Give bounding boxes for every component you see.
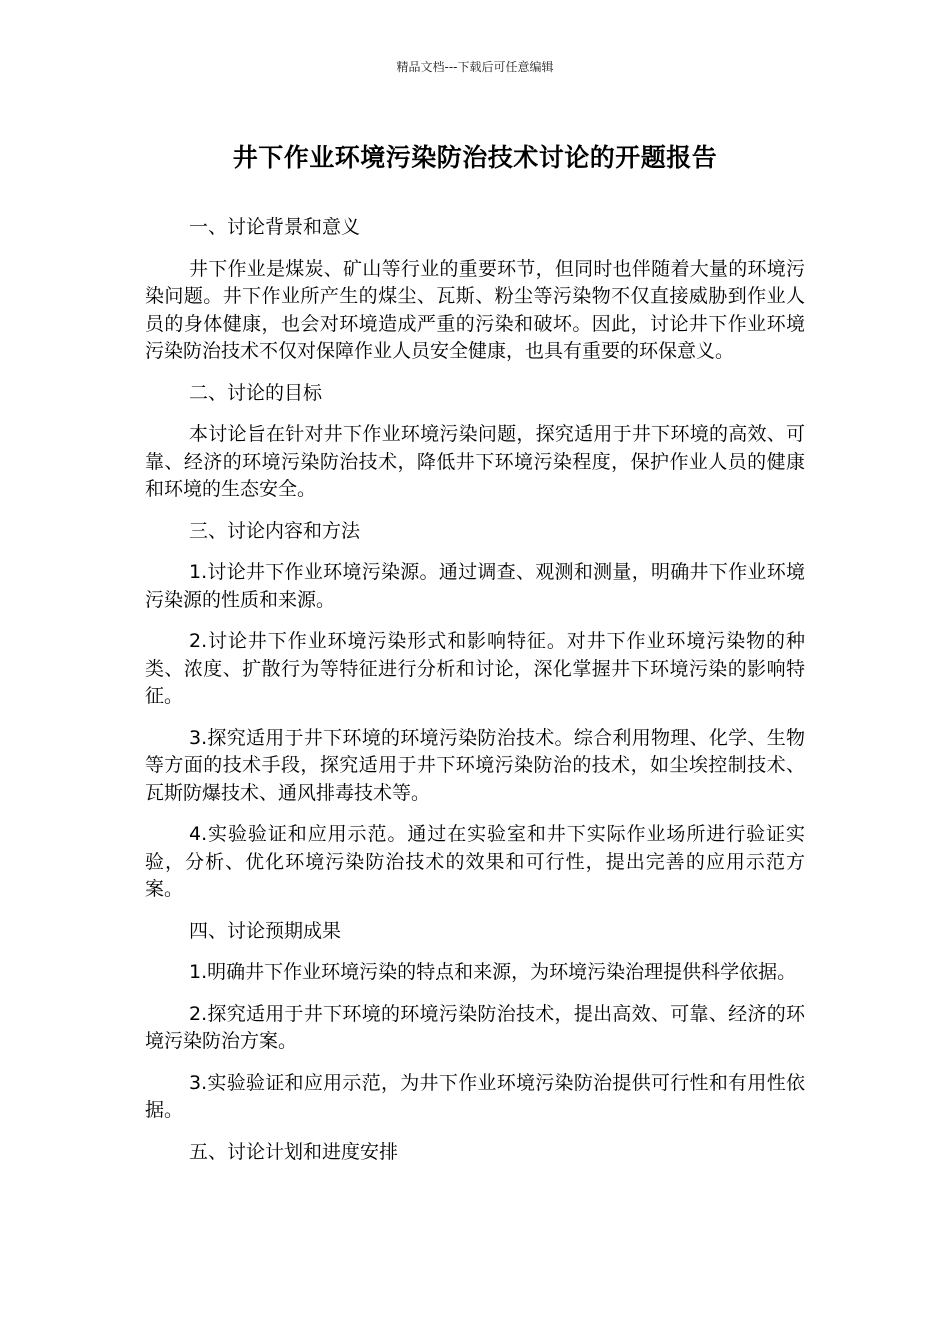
document-body — [145, 214, 805, 1180]
section-heading-expected-results: 四、讨论预期成果 — [189, 919, 342, 942]
paragraph-result-item-1: 1.明确井下作业环境污染的特点和来源，为环境污染治理提供科学依据。 — [189, 961, 797, 983]
paragraph-content-item-3: 3.探究适用于井下环境的环境污染防治技术。综合利用物理、化学、生物等方面的技术手段，探究适用于井下环境污染防治的技术，如尘埃控制技术、瓦斯防爆技术、通风排毒技术等。 — [145, 726, 805, 804]
paragraph-result-item-2: 2.探究适用于井下环境的环境污染防治技术，提出高效、可靠、经济的环境污染防治方案。 — [145, 1002, 805, 1052]
paragraph-result-item-3: 3.实验验证和应用示范，为井下作业环境污染防治提供可行性和有用性依据。 — [145, 1071, 805, 1121]
section-heading-goals: 二、讨论的目标 — [189, 381, 323, 404]
paragraph-goals: 本讨论旨在针对井下作业环境污染问题，探究适用于井下环境的高效、可靠、经济的环境污染防治技术，降低井下环境污染程度，保护作业人员的健康和环境的生态安全。 — [145, 423, 805, 500]
section-heading-background: 一、讨论背景和意义 — [189, 216, 361, 238]
section-heading-content-methods: 三、讨论内容和方法 — [189, 519, 361, 542]
page-header: 精品文档---下载后可任意编辑 — [396, 60, 554, 74]
paragraph-content-item-2: 2.讨论井下作业环境污染形式和影响特征。对井下作业环境污染物的种类、浓度、扩散行为等特征进行分析和讨论，深化掌握井下环境污染的影响特征。 — [145, 630, 805, 707]
document-title: 井下作业环境污染防治技术讨论的开题报告 — [232, 143, 718, 172]
section-heading-plan-schedule: 五、讨论计划和进度安排 — [189, 1140, 399, 1163]
paragraph-content-item-1: 1.讨论井下作业环境污染源。通过调查、观测和测量，明确井下作业环境污染源的性质和来源。 — [145, 561, 805, 611]
paragraph-background: 井下作业是煤炭、矿山等行业的重要环节，但同时也伴随着大量的环境污染问题。井下作业所产生的煤尘、瓦斯、粉尘等污染物不仅直接威胁到作业人员的身体健康，也会对环境造成严重的污染和破坏。因此，讨论井下作业环境污染防治技术不仅对保障作业人员安全健康，也具有重要的环保意义。 — [145, 257, 805, 362]
paragraph-content-item-4: 4.实验验证和应用示范。通过在实验室和井下实际作业场所进行验证实验，分析、优化环境污染防治技术的效果和可行性，提出完善的应用示范方案。 — [145, 823, 805, 900]
